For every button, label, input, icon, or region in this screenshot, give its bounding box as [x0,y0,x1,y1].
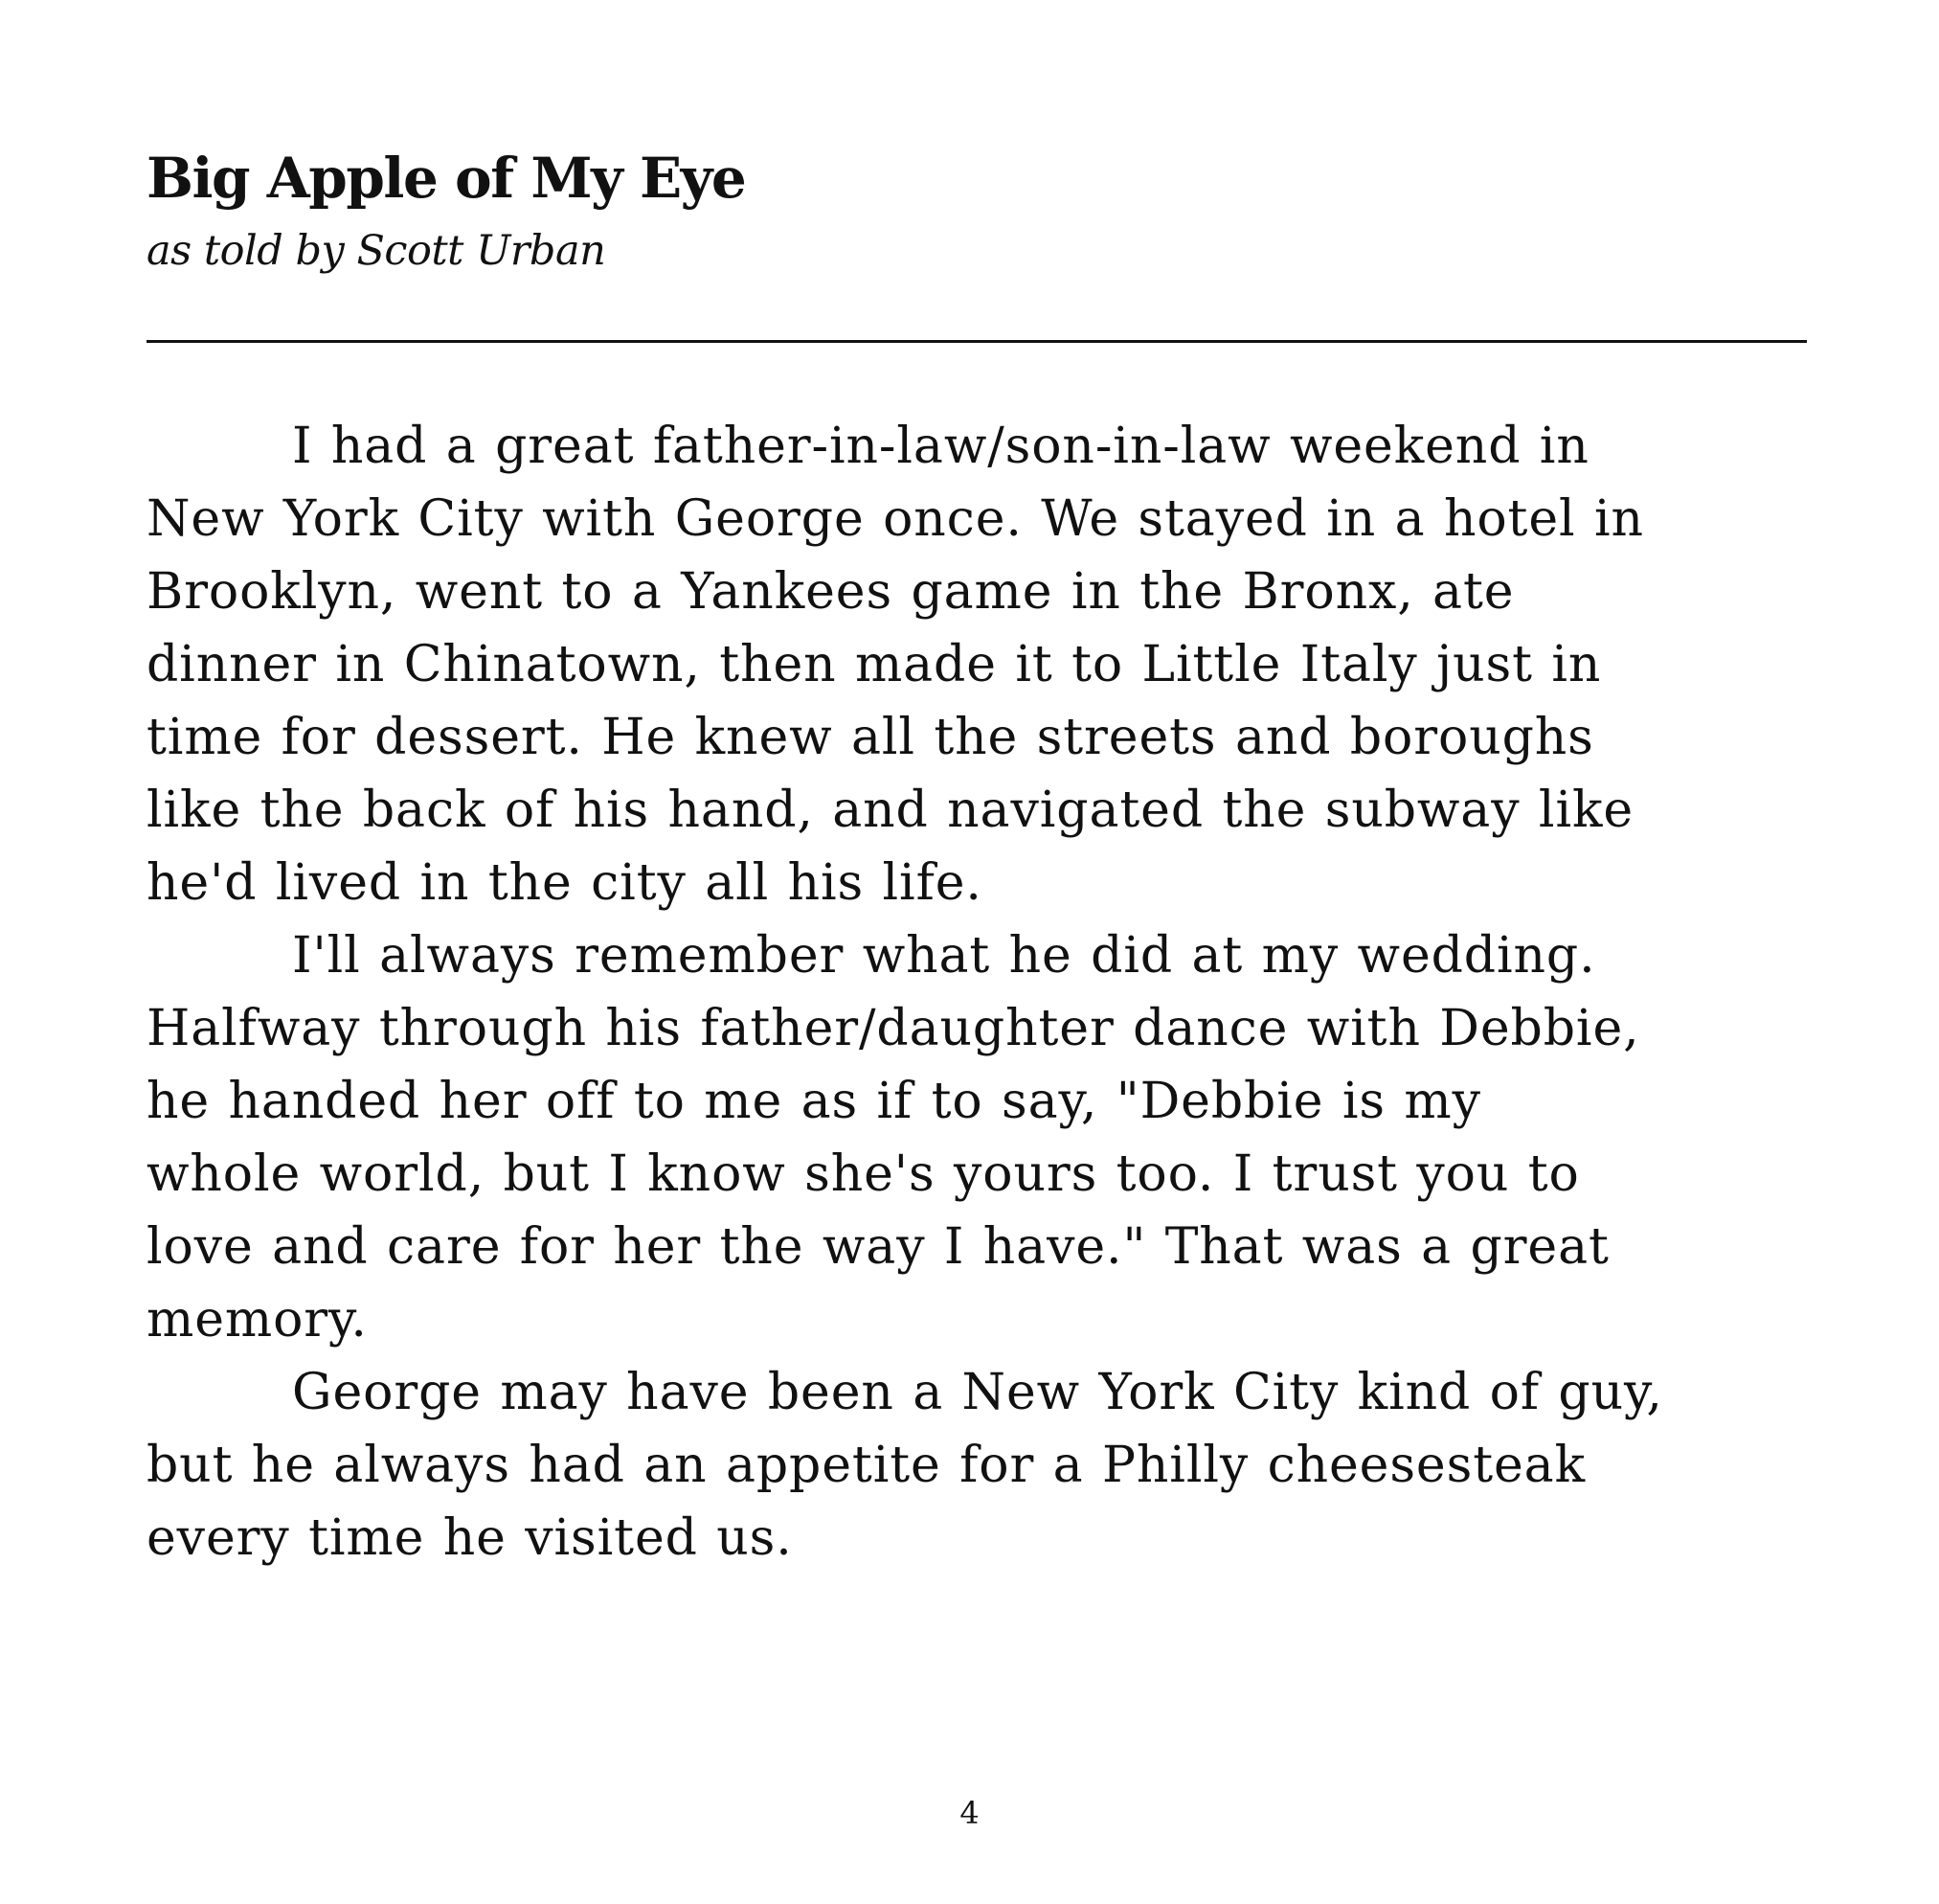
title-divider [147,340,1807,343]
body-line: he handed her off to me as if to say, "Debbie is my [147,1073,1481,1130]
body-line: whole world, but I know she's yours too. I trust you to [147,1145,1580,1203]
body-line: but he always had an appetite for a Philly cheesesteak [147,1437,1586,1494]
body-line: like the back of his hand, and navigated the subway like [147,782,1635,839]
body-line: Brooklyn, went to a Yankees game in the Bronx, ate [147,563,1515,621]
body-line: George may have been a New York City kind of guy, [292,1364,1663,1421]
body-line: memory. [147,1291,368,1349]
story-body [147,410,1832,1575]
story-byline: as told by Scott Urban [147,227,606,275]
body-line: I had a great father-in-law/son-in-law weekend in [292,418,1590,475]
body-line: dinner in Chinatown, then made it to Little Italy just in [147,636,1602,693]
body-line: love and care for her the way I have." That was a great [147,1218,1610,1276]
body-line: every time he visited us. [147,1509,793,1567]
body-line: time for dessert. He knew all the streets and boroughs [147,709,1594,766]
body-line: New York City with George once. We stayed in a hotel in [147,490,1644,548]
body-line: I'll always remember what he did at my wedding. [292,927,1596,985]
body-line: he'd lived in the city all his life. [147,854,982,912]
body-line: Halfway through his father/daughter dance with Debbie, [147,1000,1640,1057]
page-number: 4 [959,1795,980,1831]
story-title: Big Apple of My Eye [147,146,746,211]
